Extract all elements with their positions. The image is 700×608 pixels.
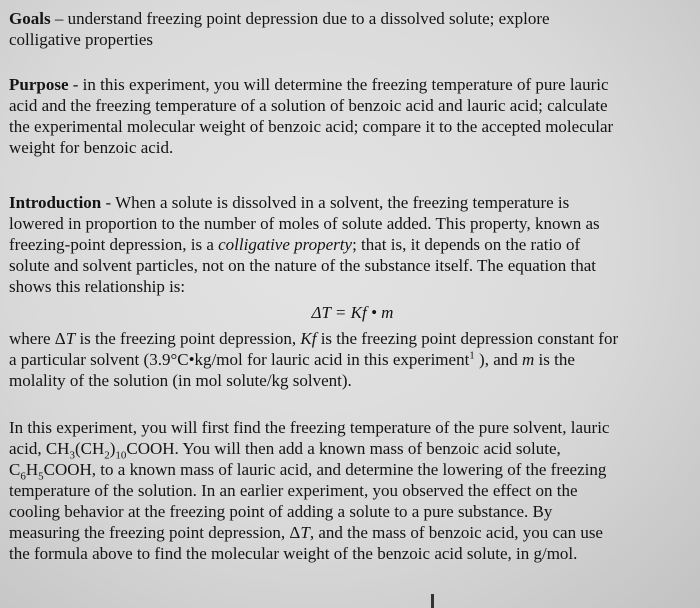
text-segment: the formula above to find the molecular weight of the benzoic acid solute, in g/mol. [9, 544, 578, 563]
text-segment: cooling behavior at the freezing point of adding a solute to a pure substance. By [9, 502, 553, 521]
text-line [9, 276, 696, 297]
text-segment: weight for benzoic acid. [9, 138, 174, 157]
text-line [9, 543, 696, 564]
text-segment: colligative property [218, 235, 353, 254]
text-segment: 2 [104, 449, 110, 462]
text-line [9, 417, 696, 438]
text-line [9, 8, 696, 29]
text-segment: m [522, 350, 535, 369]
text-segment: solute and solvent particles, not on the nature of the substance itself. The equation that [9, 256, 596, 275]
text-segment: COOH, to a known mass of lauric acid, and determine the lowering of the freezing [43, 460, 607, 479]
text-segment: - When a solute is dissolved in a solvent, the freezing temperature is [101, 193, 570, 212]
text-line [9, 192, 696, 213]
text-segment: H [25, 460, 39, 479]
text-segment: colligative properties [9, 30, 153, 49]
text-segment: (CH [74, 439, 105, 458]
text-segment: ), and [474, 350, 523, 369]
text-segment: ) [109, 439, 116, 458]
text-segment: acid and the freezing temperature of a solution of benzoic acid and lauric acid; calculate [9, 96, 608, 115]
text-segment: 3 [69, 449, 75, 462]
introduction-paragraph [9, 192, 696, 297]
text-line [9, 459, 696, 483]
text-segment: In this experiment, you will first find the freezing temperature of the pure solvent, lauric [9, 418, 610, 437]
text-line [9, 255, 696, 276]
text-segment: T [300, 523, 310, 542]
text-line [9, 95, 696, 116]
text-segment: where Δ [9, 329, 66, 348]
text-line [9, 234, 696, 255]
document-page [9, 8, 696, 564]
goals-paragraph [9, 8, 696, 50]
text-segment: , and the mass of benzoic acid, you can use [309, 523, 603, 542]
text-line [9, 74, 696, 95]
text-line [9, 213, 696, 234]
text-line [9, 116, 696, 137]
text-segment: Kf [300, 329, 317, 348]
section-heading: Purpose [9, 75, 69, 94]
text-segment: acid, CH [9, 439, 70, 458]
section-heading: Goals [9, 9, 51, 28]
text-line [9, 349, 696, 370]
text-segment: – understand freezing point depression due to a dissolved solute; explore [50, 9, 550, 28]
text-line [9, 328, 696, 349]
text-segment: 5 [38, 470, 44, 483]
text-line [9, 522, 696, 543]
text-segment: - in this experiment, you will determine the freezing temperature of pure lauric [68, 75, 609, 94]
text-segment: 10 [115, 449, 127, 462]
text-segment: C [9, 460, 21, 479]
experiment-paragraph [9, 417, 696, 564]
text-segment: lowered in proportion to the number of moles of solute added. This property, known as [9, 214, 600, 233]
text-line [9, 370, 696, 391]
text-cursor-mark [431, 594, 434, 608]
text-line [9, 438, 696, 462]
text-segment: temperature of the solution. In an earlier experiment, you observed the effect on the [9, 481, 578, 500]
text-segment: 1 [469, 349, 475, 362]
text-segment: the experimental molecular weight of benzoic acid; compare it to the accepted molecular [9, 117, 614, 136]
text-segment: COOH. You will then add a known mass of benzoic acid solute, [126, 439, 561, 458]
text-segment: ; that is, it depends on the ratio of [352, 235, 581, 254]
text-segment: 6 [20, 470, 26, 483]
text-segment: T [65, 329, 76, 348]
text-line [9, 137, 696, 158]
equation-explanation-paragraph [9, 328, 696, 391]
section-heading: Introduction [9, 193, 102, 212]
text-line [9, 480, 696, 501]
text-segment: molality of the solution (in mol solute/kg solvent). [9, 371, 352, 390]
purpose-paragraph [9, 74, 696, 158]
text-segment: shows this relationship is: [9, 277, 186, 296]
text-line [9, 501, 696, 522]
text-line [9, 29, 696, 50]
text-segment: is the [534, 350, 575, 369]
freezing-point-equation: ΔT = Kf • m [311, 303, 394, 322]
text-segment: is the freezing point depression constant for [316, 329, 619, 348]
text-segment: freezing-point depression, is a [9, 235, 219, 254]
text-segment: measuring the freezing point depression, Δ [9, 523, 301, 542]
text-segment: a particular solvent (3.9°C•kg/mol for lauric acid in this experiment [9, 350, 470, 369]
text-segment: is the freezing point depression, [75, 329, 301, 348]
